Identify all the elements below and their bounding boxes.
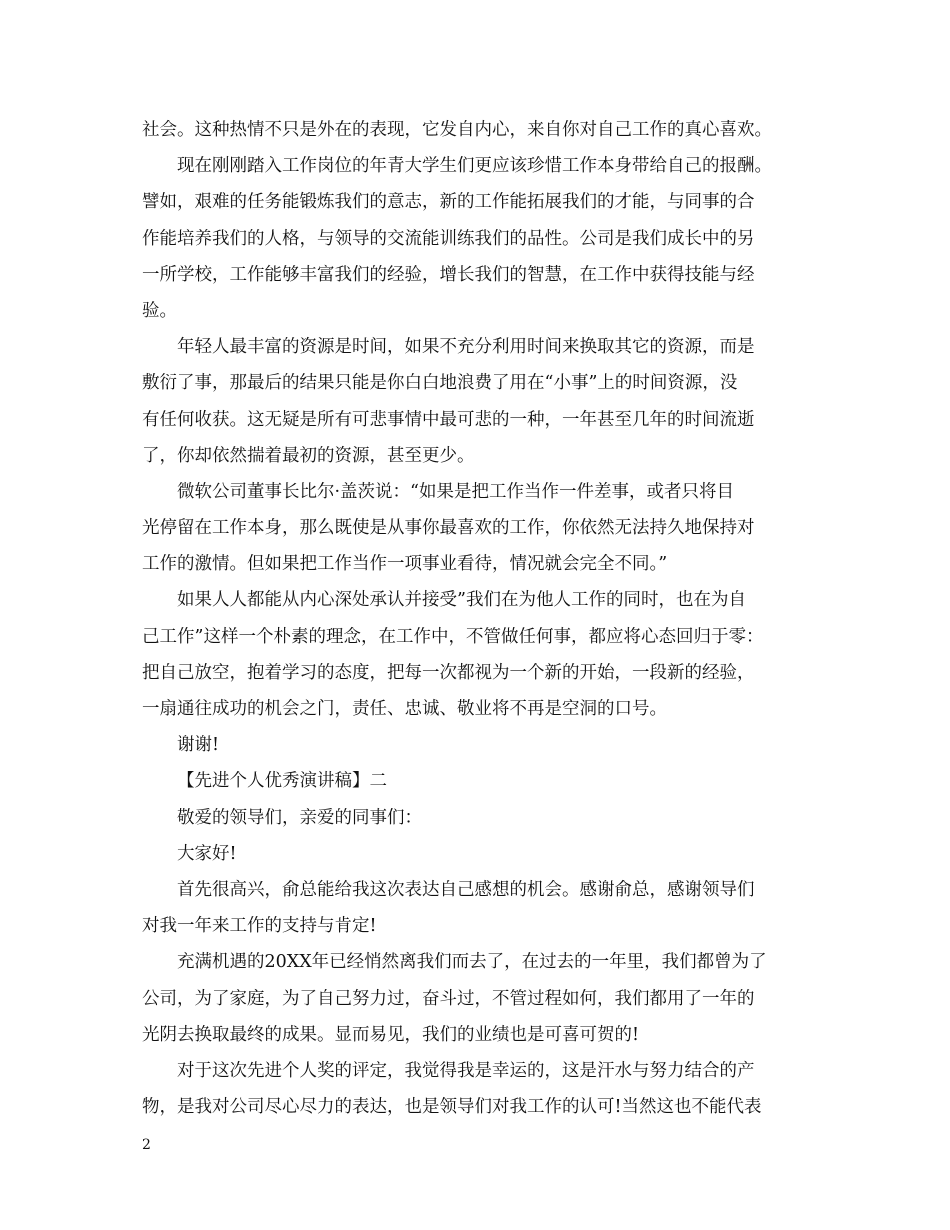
text-line: 公司，为了家庭，为了自己努力过，奋斗过，不管过程如何，我们都用了一年的 <box>142 988 755 1009</box>
body-text <box>142 112 812 1125</box>
text-line: 验。 <box>142 300 177 321</box>
text-line: 物，是我对公司尽心尽力的表达，也是领导们对我工作的认可!当然这也不能代表 <box>142 1097 762 1118</box>
text-line: 了，你却依然揣着最初的资源，甚至更少。 <box>142 445 475 466</box>
text-line: 敷衍了事，那最后的结果只能是你白白地浪费了用在“小事”上的时间资源，没 <box>142 373 738 394</box>
text-line: 社会。这种热情不只是外在的表现，它发自内心，来自你对自己工作的真心喜欢。 <box>142 120 772 140</box>
text-line: 现在刚刚踏入工作岗位的年青大学生们更应该珍惜工作本身带给自己的报酬。 <box>177 156 772 177</box>
text-line: 大家好! <box>177 843 237 864</box>
text-line: 己工作”这样一个朴素的理念，在工作中，不管做任何事，都应将心态回归于零： <box>142 626 764 647</box>
text-line: 微软公司董事长比尔·盖茨说：“如果是把工作当作一件差事，或者只将目 <box>177 481 735 502</box>
text-line: 光阴去换取最终的成果。显而易见，我们的业绩也是可喜可贺的! <box>142 1024 640 1045</box>
text-line: 作能培养我们的人格，与领导的交流能训练我们的品性。公司是我们成长中的另 <box>142 228 755 249</box>
text-line: 一所学校，工作能够丰富我们的经验，增长我们的智慧，在工作中获得技能与经 <box>142 264 755 285</box>
page-number: 2 <box>142 1137 151 1153</box>
text-line: 譬如，艰难的任务能锻炼我们的意志，新的工作能拓展我们的才能，与同事的合 <box>142 192 755 213</box>
text-line: 如果人人都能从内心深处承认并接受”我们在为他人工作的同时，也在为自 <box>177 590 746 611</box>
text-line: 首先很高兴，俞总能给我这次表达自己感想的机会。感谢俞总，感谢领导们 <box>177 879 755 900</box>
text-line: 充满机遇的20XX年已经悄然离我们而去了，在过去的一年里，我们都曾为了 <box>177 952 767 973</box>
text-line: 工作的激情。但如果把工作当作一项事业看待，情况就会完全不同。” <box>142 554 668 575</box>
text-line: 谢谢! <box>177 735 220 756</box>
text-line: 【先进个人优秀演讲稿】二 <box>177 771 387 792</box>
text-line: 对我一年来工作的支持与肯定! <box>142 916 377 937</box>
text-line: 年轻人最丰富的资源是时间，如果不充分利用时间来换取其它的资源，而是 <box>177 337 755 358</box>
text-line: 敬爱的领导们，亲爱的同事们： <box>177 807 422 828</box>
text-line: 把自己放空，抱着学习的态度，把每一次都视为一个新的开始，一段新的经验， <box>142 662 755 683</box>
text-line: 光停留在工作本身，那么既使是从事你最喜欢的工作，你依然无法持久地保持对 <box>142 518 755 539</box>
text-line: 一扇通往成功的机会之门，责任、忠诚、敬业将不再是空洞的口号。 <box>142 699 667 719</box>
text-line: 有任何收获。这无疑是所有可悲事情中最可悲的一种，一年甚至几年的时间流逝 <box>142 409 755 430</box>
text-line: 对于这次先进个人奖的评定，我觉得我是幸运的，这是汗水与努力结合的产 <box>177 1060 755 1081</box>
